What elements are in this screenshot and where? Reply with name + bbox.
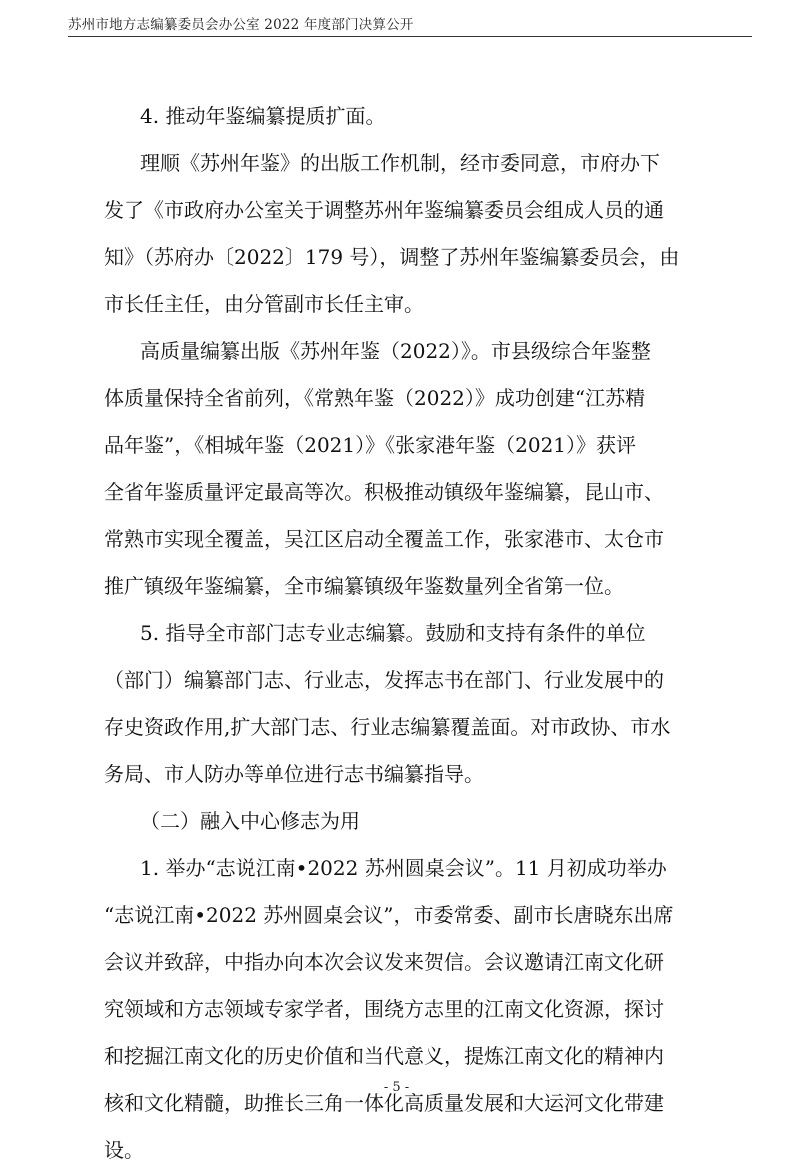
paragraph-line: 发了《市政府办公室关于调整苏州年鉴编纂委员会组成人员的通 xyxy=(104,198,664,222)
paragraph-line: 全省年鉴质量评定最高等次。积极推动镇级年鉴编纂，昆山市、 xyxy=(104,480,664,504)
section-heading: 1. 举办“志说江南•2022 苏州圆桌会议”。11 月初成功举办 xyxy=(140,856,667,880)
paragraph-line: 和挖掘江南文化的历史价值和当代意义，提炼江南文化的精神内 xyxy=(104,1044,664,1068)
paragraph-line: 存史资政作用,扩大部门志、行业志编纂覆盖面。对市政协、市水 xyxy=(104,715,671,739)
paragraph-line: 理顺《苏州年鉴》的出版工作机制，经市委同意，市府办下 xyxy=(140,151,660,175)
paragraph-line: 核和文化精髓，助推长三角一体化高质量发展和大运河文化带建 xyxy=(104,1091,664,1115)
paragraph-line: “志说江南•2022 苏州圆桌会议”，市委常委、副市长唐晓东出席 xyxy=(104,903,674,927)
paragraph-line: 品年鉴”，《相城年鉴（2021）》《张家港年鉴（2021）》获评 xyxy=(104,433,637,457)
paragraph-line: 体质量保持全省前列，《常熟年鉴（2022）》成功创建“江苏精 xyxy=(104,386,646,410)
paragraph-line: 知》（苏府办〔2022〕179 号），调整了苏州年鉴编纂委员会，由 xyxy=(104,245,680,269)
section-heading: 5. 指导全市部门志专业志编纂。鼓励和支持有条件的单位 xyxy=(140,621,646,645)
paragraph-line: 常熟市实现全覆盖，吴江区启动全覆盖工作，张家港市、太仓市 xyxy=(104,527,664,551)
paragraph-line: 务局、市人防办等单位进行志书编纂指导。 xyxy=(104,762,484,786)
page-number: - 5 - xyxy=(383,1080,410,1095)
section-heading: （二）融入中心修志为用 xyxy=(140,809,360,833)
section-heading: 4. 推动年鉴编纂提质扩面。 xyxy=(140,104,386,128)
paragraph-line: 高质量编纂出版《苏州年鉴（2022）》。市县级综合年鉴整 xyxy=(140,339,651,363)
page-header-title: 苏州市地方志编纂委员会办公室 2022 年度部门决算公开 xyxy=(68,17,414,33)
header-divider xyxy=(68,36,752,37)
paragraph-line: 设。 xyxy=(104,1138,144,1162)
paragraph-line: 会议并致辞，中指办向本次会议发来贺信。会议邀请江南文化研 xyxy=(104,950,664,974)
paragraph-line: 推广镇级年鉴编纂，全市编纂镇级年鉴数量列全省第一位。 xyxy=(104,574,624,598)
paragraph-line: （部门）编纂部门志、行业志，发挥志书在部门、行业发展中的 xyxy=(104,668,664,692)
paragraph-line: 市长任主任，由分管副市长任主审。 xyxy=(104,292,424,316)
paragraph-line: 究领域和方志领域专家学者，围绕方志里的江南文化资源，探讨 xyxy=(104,997,664,1021)
